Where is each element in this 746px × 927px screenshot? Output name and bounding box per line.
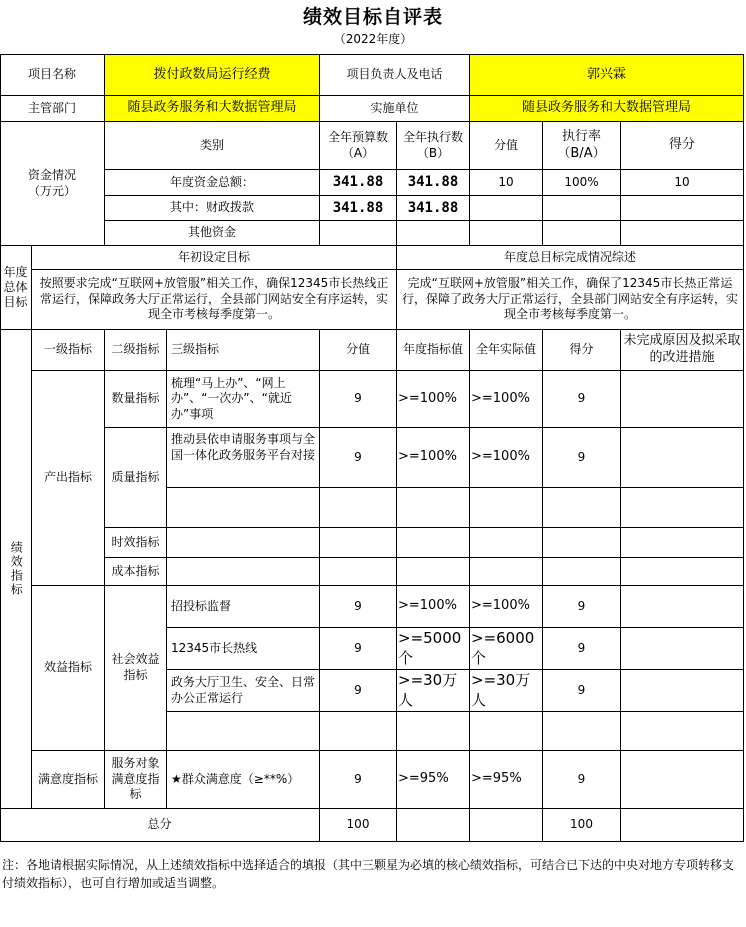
goals-section-label: 年度 总体 目标 xyxy=(0,246,32,330)
project-name-value: 拨付政数局运行经费 xyxy=(105,55,320,96)
empty-cell xyxy=(397,488,470,528)
indicator-actual: >=100% xyxy=(470,428,543,488)
header-level1: 一级指标 xyxy=(32,330,105,371)
indicator-reason xyxy=(621,371,744,428)
empty-cell xyxy=(470,528,543,558)
funds-row-total-score-value: 10 xyxy=(470,170,543,196)
empty-cell xyxy=(397,712,470,751)
indicator-actual: >=30万人 xyxy=(470,670,543,712)
funds-row-other-score xyxy=(621,221,744,246)
funds-row-total-rate: 100% xyxy=(543,170,621,196)
empty-cell xyxy=(320,488,397,528)
indicator-score: 9 xyxy=(543,670,621,712)
dept-label: 主管部门 xyxy=(0,96,105,122)
empty-cell xyxy=(167,558,320,586)
project-leader-value: 郭兴霖 xyxy=(470,55,744,96)
impl-unit-label: 实施单位 xyxy=(320,96,470,122)
indicator-name: 12345市长热线 xyxy=(167,628,320,670)
project-name-label: 项目名称 xyxy=(0,55,105,96)
indicator-name: ★群众满意度（≥**%） xyxy=(167,751,320,809)
funds-header-score: 得分 xyxy=(621,122,744,170)
indicator-score-value: 9 xyxy=(320,371,397,428)
social-benefit-indicator-label: 社会效益 指标 xyxy=(105,586,167,751)
empty-cell xyxy=(470,488,543,528)
indicator-score: 9 xyxy=(543,628,621,670)
indicator-target: >=100% xyxy=(397,428,470,488)
indicator-name: 推动县依申请服务事项与全国一体化政务服务平台对接 xyxy=(167,428,320,488)
indicator-name: 政务大厅卫生、安全、日常办公正常运行 xyxy=(167,670,320,712)
header-reason: 未完成原因及拟采取的改进措施 xyxy=(621,330,744,371)
funds-row-total-budget: 341.88 xyxy=(320,170,397,196)
timeliness-indicator-label: 时效指标 xyxy=(105,528,167,558)
funds-row-total-label: 年度资金总额： xyxy=(105,170,320,196)
impl-unit-value: 随县政务服务和大数据管理局 xyxy=(470,96,744,122)
empty-cell xyxy=(397,809,470,842)
empty-cell xyxy=(167,712,320,751)
empty-cell xyxy=(543,488,621,528)
empty-cell xyxy=(397,558,470,586)
indicator-target: >=5000个 xyxy=(397,628,470,670)
empty-cell xyxy=(543,528,621,558)
header-level2: 二级指标 xyxy=(105,330,167,371)
indicator-actual: >=100% xyxy=(470,371,543,428)
indicator-reason xyxy=(621,751,744,809)
indicator-target: >=100% xyxy=(397,371,470,428)
empty-cell xyxy=(167,488,320,528)
indicator-score-value: 9 xyxy=(320,670,397,712)
indicator-name: 招投标监督 xyxy=(167,586,320,628)
indicators-section-label: 绩效指标 xyxy=(9,541,24,597)
funds-row-fiscal-exec: 341.88 xyxy=(397,196,470,221)
header-score-value: 分值 xyxy=(320,330,397,371)
indicator-score-value: 9 xyxy=(320,628,397,670)
header-target: 年度指标值 xyxy=(397,330,470,371)
goals-initial-header: 年初设定目标 xyxy=(32,246,397,270)
indicator-score-value: 9 xyxy=(320,586,397,628)
empty-cell xyxy=(320,558,397,586)
empty-cell xyxy=(543,558,621,586)
output-indicator-label: 产出指标 xyxy=(32,371,105,586)
funds-row-other-score-value xyxy=(470,221,543,246)
funds-row-fiscal-score xyxy=(621,196,744,221)
quantity-indicator-label: 数量指标 xyxy=(105,371,167,428)
indicator-target: >=100% xyxy=(397,586,470,628)
goals-summary-header: 年度总目标完成情况综述 xyxy=(397,246,744,270)
funds-row-total-score: 10 xyxy=(621,170,744,196)
total-label: 总分 xyxy=(0,809,320,842)
empty-cell xyxy=(621,488,744,528)
indicator-actual: >=95% xyxy=(470,751,543,809)
indicator-score: 9 xyxy=(543,751,621,809)
funds-row-other-exec xyxy=(397,221,470,246)
header-actual: 全年实际值 xyxy=(470,330,543,371)
empty-cell xyxy=(320,528,397,558)
funds-row-other-label: 其他资金 xyxy=(105,221,320,246)
funds-row-other-rate xyxy=(543,221,621,246)
benefit-indicator-label: 效益指标 xyxy=(32,586,105,751)
empty-cell xyxy=(167,528,320,558)
indicator-reason xyxy=(621,428,744,488)
service-satisfaction-indicator-label: 服务对象 满意度指 标 xyxy=(105,751,167,809)
funds-row-fiscal-label: 其中：财政拨款 xyxy=(105,196,320,221)
indicator-target: >=95% xyxy=(397,751,470,809)
empty-cell xyxy=(320,712,397,751)
total-score: 100 xyxy=(543,809,621,842)
empty-cell xyxy=(470,809,543,842)
empty-cell xyxy=(621,712,744,751)
empty-cell xyxy=(621,528,744,558)
indicator-reason xyxy=(621,628,744,670)
goals-summary-text: 完成“互联网+放管服”相关工作，确保了12345市长热正常运行，保障了政务大厅正常运行，全县部门网站安全有序运转，实现全市考核每季度第一。 xyxy=(397,270,744,330)
goals-initial-text: 按照要求完成“互联网+放管服”相关工作，确保12345市长热线正常运行，保障政务大厅正常运行，全县部门网站安全有序运转，实现全市考核每季度第一。 xyxy=(32,270,397,330)
empty-cell xyxy=(621,809,744,842)
indicator-score-value: 9 xyxy=(320,751,397,809)
indicator-actual: >=6000个 xyxy=(470,628,543,670)
funds-row-total-exec: 341.88 xyxy=(397,170,470,196)
quality-indicator-label: 质量指标 xyxy=(105,428,167,528)
satisfaction-indicator-label: 满意度指标 xyxy=(32,751,105,809)
empty-cell xyxy=(621,558,744,586)
funds-row-fiscal-rate xyxy=(543,196,621,221)
funds-header-score-value: 分值 xyxy=(470,122,543,170)
header-level3: 三级指标 xyxy=(167,330,320,371)
indicator-score: 9 xyxy=(543,371,621,428)
indicator-score-value: 9 xyxy=(320,428,397,488)
total-score-value: 100 xyxy=(320,809,397,842)
funds-header-budget: 全年预算数 （A） xyxy=(320,122,397,170)
indicator-reason xyxy=(621,670,744,712)
report-year: （2022年度） xyxy=(333,32,413,46)
empty-cell xyxy=(397,528,470,558)
indicator-score: 9 xyxy=(543,586,621,628)
indicator-target: >=30万人 xyxy=(397,670,470,712)
footnote: 注：各地请根据实际情况，从上述绩效指标中选择适合的填报（其中三颗星为必填的核心绩效指标，可结合已下达的中央对地方专项转移支付绩效指标），也可自行增加或适当调整。 xyxy=(2,858,735,890)
empty-cell xyxy=(470,712,543,751)
page-title: 绩效目标自评表 xyxy=(302,6,443,28)
empty-cell xyxy=(543,712,621,751)
header-score: 得分 xyxy=(543,330,621,371)
indicators-section-cell xyxy=(0,330,32,809)
project-leader-label: 项目负责人及电话 xyxy=(320,55,470,96)
indicator-name: 梳理“马上办”、“网上办”、“一次办”、“就近办”事项 xyxy=(167,371,320,428)
funds-section-label: 资金情况 （万元） xyxy=(0,122,105,246)
funds-row-other-budget xyxy=(320,221,397,246)
empty-cell xyxy=(470,558,543,586)
indicator-actual: >=100% xyxy=(470,586,543,628)
funds-row-fiscal-score-value xyxy=(470,196,543,221)
funds-header-category: 类别 xyxy=(105,122,320,170)
indicator-reason xyxy=(621,586,744,628)
funds-header-rate: 执行率 （B/A） xyxy=(543,122,621,170)
funds-header-exec: 全年执行数 （B） xyxy=(397,122,470,170)
funds-row-fiscal-budget: 341.88 xyxy=(320,196,397,221)
cost-indicator-label: 成本指标 xyxy=(105,558,167,586)
indicator-score: 9 xyxy=(543,428,621,488)
dept-value: 随县政务服务和大数据管理局 xyxy=(105,96,320,122)
